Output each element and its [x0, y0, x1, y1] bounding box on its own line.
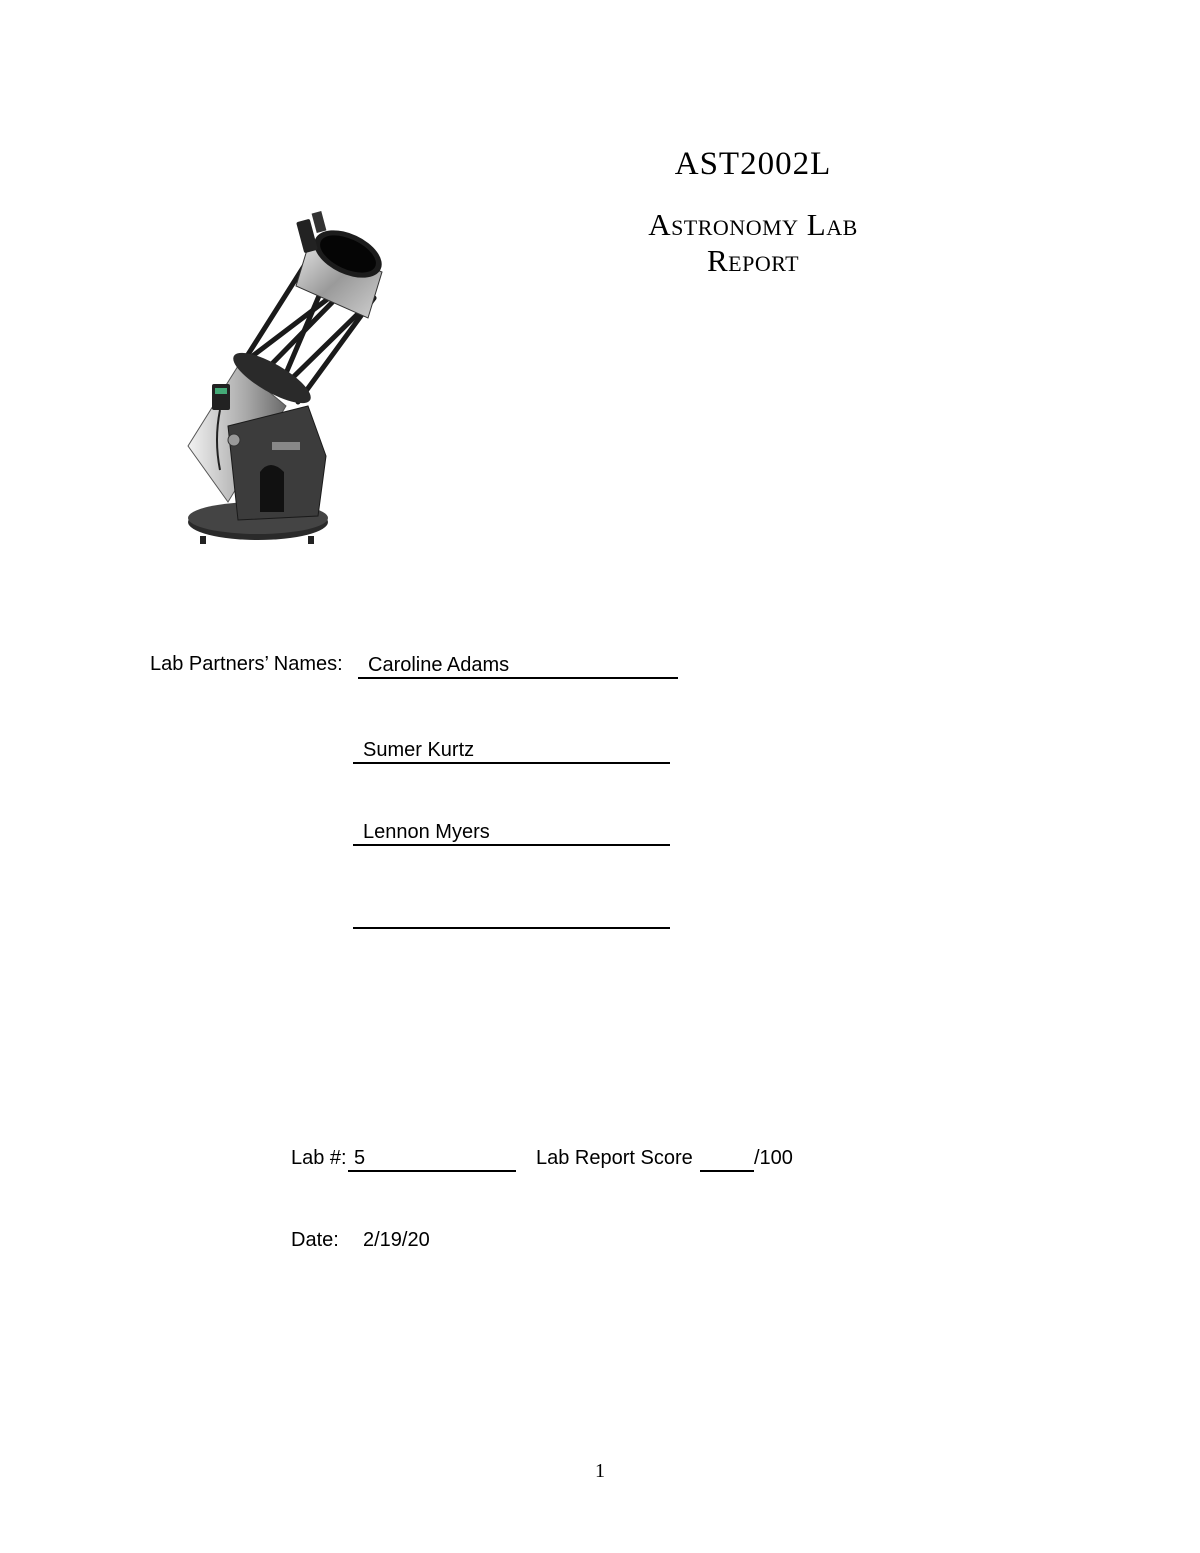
partner-name-3: Lennon Myers: [353, 820, 670, 846]
date-label: Date:: [291, 1229, 339, 1251]
date-value: 2/19/20: [363, 1229, 430, 1251]
telescope-icon: [168, 206, 400, 548]
report-title-line2: Report: [706, 243, 800, 278]
lab-number-value: 5: [348, 1146, 516, 1172]
lab-number-label: Lab #:: [291, 1147, 347, 1169]
page-number: 1: [595, 1460, 605, 1482]
lab-partners-label: Lab Partners’ Names:: [150, 653, 343, 675]
course-code: AST2002L: [674, 146, 832, 182]
report-title-line1: Astronomy Lab: [648, 207, 858, 242]
partner-name-4: [353, 903, 670, 929]
report-title: [560, 207, 946, 279]
partner-name-2: Sumer Kurtz: [353, 738, 670, 764]
lab-report-score-suffix: /100: [754, 1147, 793, 1169]
partner-name-1: Caroline Adams: [358, 653, 678, 679]
lab-report-score-value: [700, 1146, 754, 1172]
lab-report-score-label: Lab Report Score: [536, 1147, 693, 1169]
